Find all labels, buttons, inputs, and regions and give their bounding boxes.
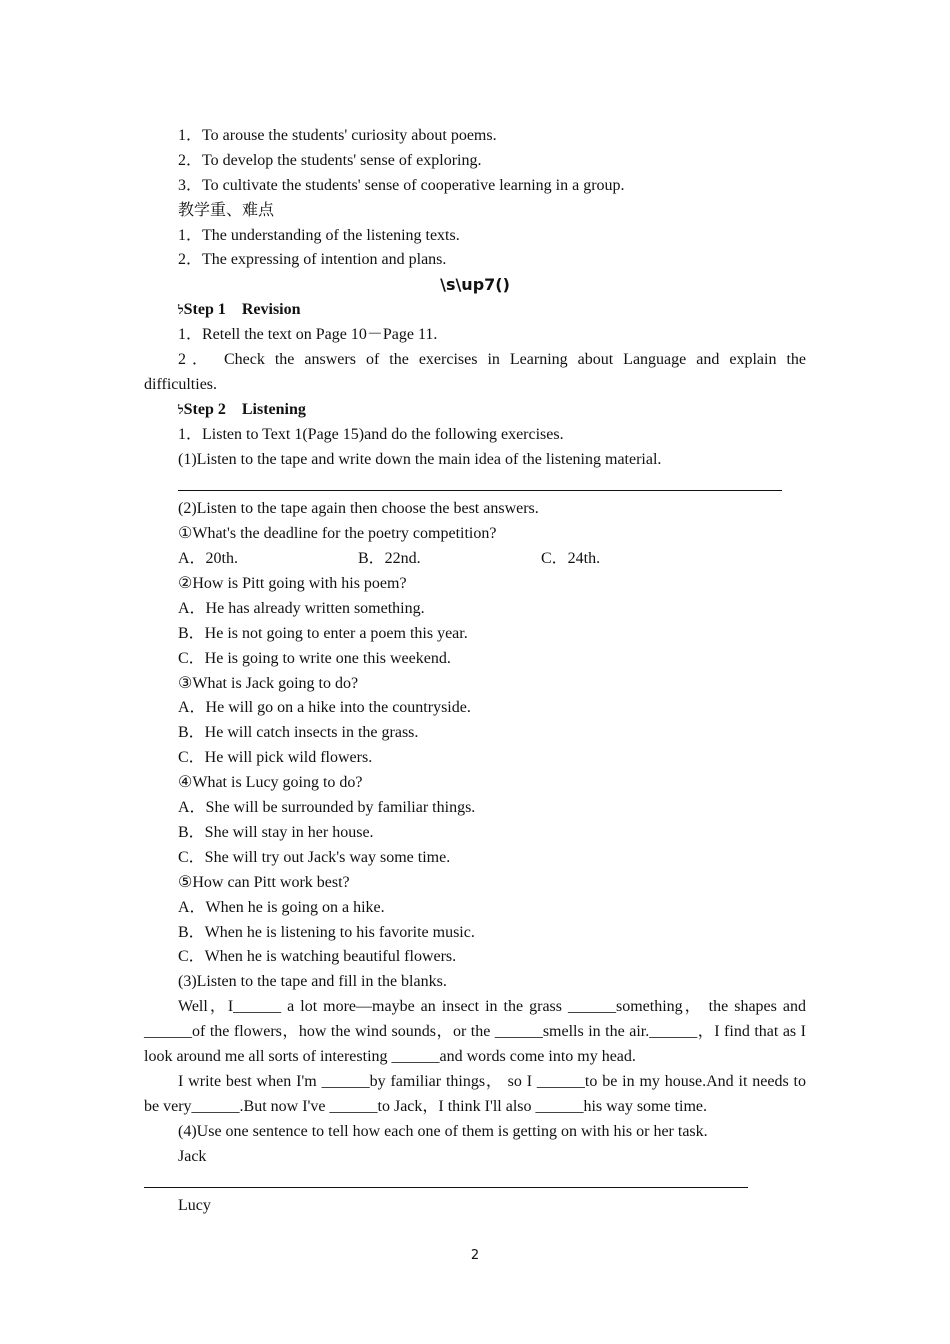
option-c: C．He will pick wild flowers. (178, 749, 373, 767)
question-1-options (144, 547, 806, 572)
objective-2: 2．To develop the students' sense of exploring. (178, 151, 482, 169)
section-heading: \s\up7() (440, 275, 510, 295)
option-b: B．22nd. (358, 550, 421, 568)
key-point-2: 2．The expressing of intention and plans. (178, 251, 447, 269)
answer-rule (178, 490, 782, 491)
option-c: C．He is going to write one this weekend. (178, 649, 451, 667)
part3-instruction: (3)Listen to the tape and fill in the blanks. (178, 973, 447, 991)
option-b: B．When he is listening to his favorite music. (178, 923, 475, 941)
step1-item-2-cont: difficulties. (144, 375, 218, 393)
name-jack: Jack (178, 1147, 207, 1165)
question-4: ④What is Lucy going to do? (178, 774, 363, 792)
key-point-1: 1．The understanding of the listening texts. (178, 226, 460, 244)
question-3: ③What is Jack going to do? (178, 674, 359, 692)
option-c: C．24th. (541, 550, 601, 568)
step-marker-icon: ל (178, 303, 184, 318)
step1-heading (144, 298, 806, 323)
option-a: A．He has already written something. (178, 599, 425, 617)
step2-intro: 1．Listen to Text 1(Page 15)and do the following exercises. (178, 425, 564, 443)
answer-line-main-idea (144, 472, 806, 497)
answer-rule (144, 1187, 748, 1188)
step-marker-icon: ל (178, 402, 184, 417)
step1-item-1: 1．Retell the text on Page 10－Page 11. (178, 326, 438, 344)
option-a: A．When he is going on a hike. (178, 898, 385, 916)
fill-blank-paragraph-1: Well，I______ a lot more—maybe an insect in the grass ______something， the shapes and ______of the flowers，how the wind sounds，or the ______smells in the air.______，I find that as I look around me all sorts of interesting ______and words come into my head. (144, 998, 806, 1065)
fill-blank-paragraph-2: I write best when I'm ______by familiar things， so I ______to be in my house.And it needs to be very______.But now I've ______to Jack，I think I'll also ______his way some time. (144, 1072, 806, 1115)
key-points-heading: 教学重、难点 (178, 201, 275, 219)
question-1: ①What's the deadline for the poetry competition? (178, 525, 497, 543)
page-number: 2 (470, 1248, 480, 1263)
part4-instruction: (4)Use one sentence to tell how each one of them is getting on with his or her task. (178, 1122, 708, 1140)
step1-item-2: 2． Check the answers of the exercises in Learning about Language and explain the (178, 351, 806, 369)
answer-line-jack (144, 1169, 806, 1194)
option-a: A．He will go on a hike into the countryside. (178, 699, 471, 717)
step2-title: Step 2 Listening (183, 400, 306, 418)
objective-1: 1．To arouse the students' curiosity about poems. (178, 127, 497, 144)
objective-3: 3．To cultivate the students' sense of cooperative learning in a group. (178, 176, 625, 194)
name-lucy: Lucy (178, 1197, 211, 1215)
step1-title: Step 1 Revision (183, 301, 301, 319)
question-5: ⑤How can Pitt work best? (178, 873, 350, 891)
part2-instruction: (2)Listen to the tape again then choose the best answers. (178, 500, 539, 518)
option-c: C．When he is watching beautiful flowers. (178, 948, 457, 966)
option-b: B．She will stay in her house. (178, 823, 374, 841)
page-content (144, 124, 806, 1219)
option-c: C．She will try out Jack's way some time. (178, 848, 451, 866)
option-b: B．He is not going to enter a poem this year. (178, 624, 468, 642)
option-a: A．She will be surrounded by familiar things. (178, 799, 476, 817)
option-b: B．He will catch insects in the grass. (178, 724, 419, 742)
question-2: ②How is Pitt going with his poem? (178, 575, 407, 593)
option-a: A．20th. (178, 550, 239, 568)
part1-instruction: (1)Listen to the tape and write down the main idea of the listening material. (178, 450, 662, 468)
step2-heading (144, 398, 806, 423)
